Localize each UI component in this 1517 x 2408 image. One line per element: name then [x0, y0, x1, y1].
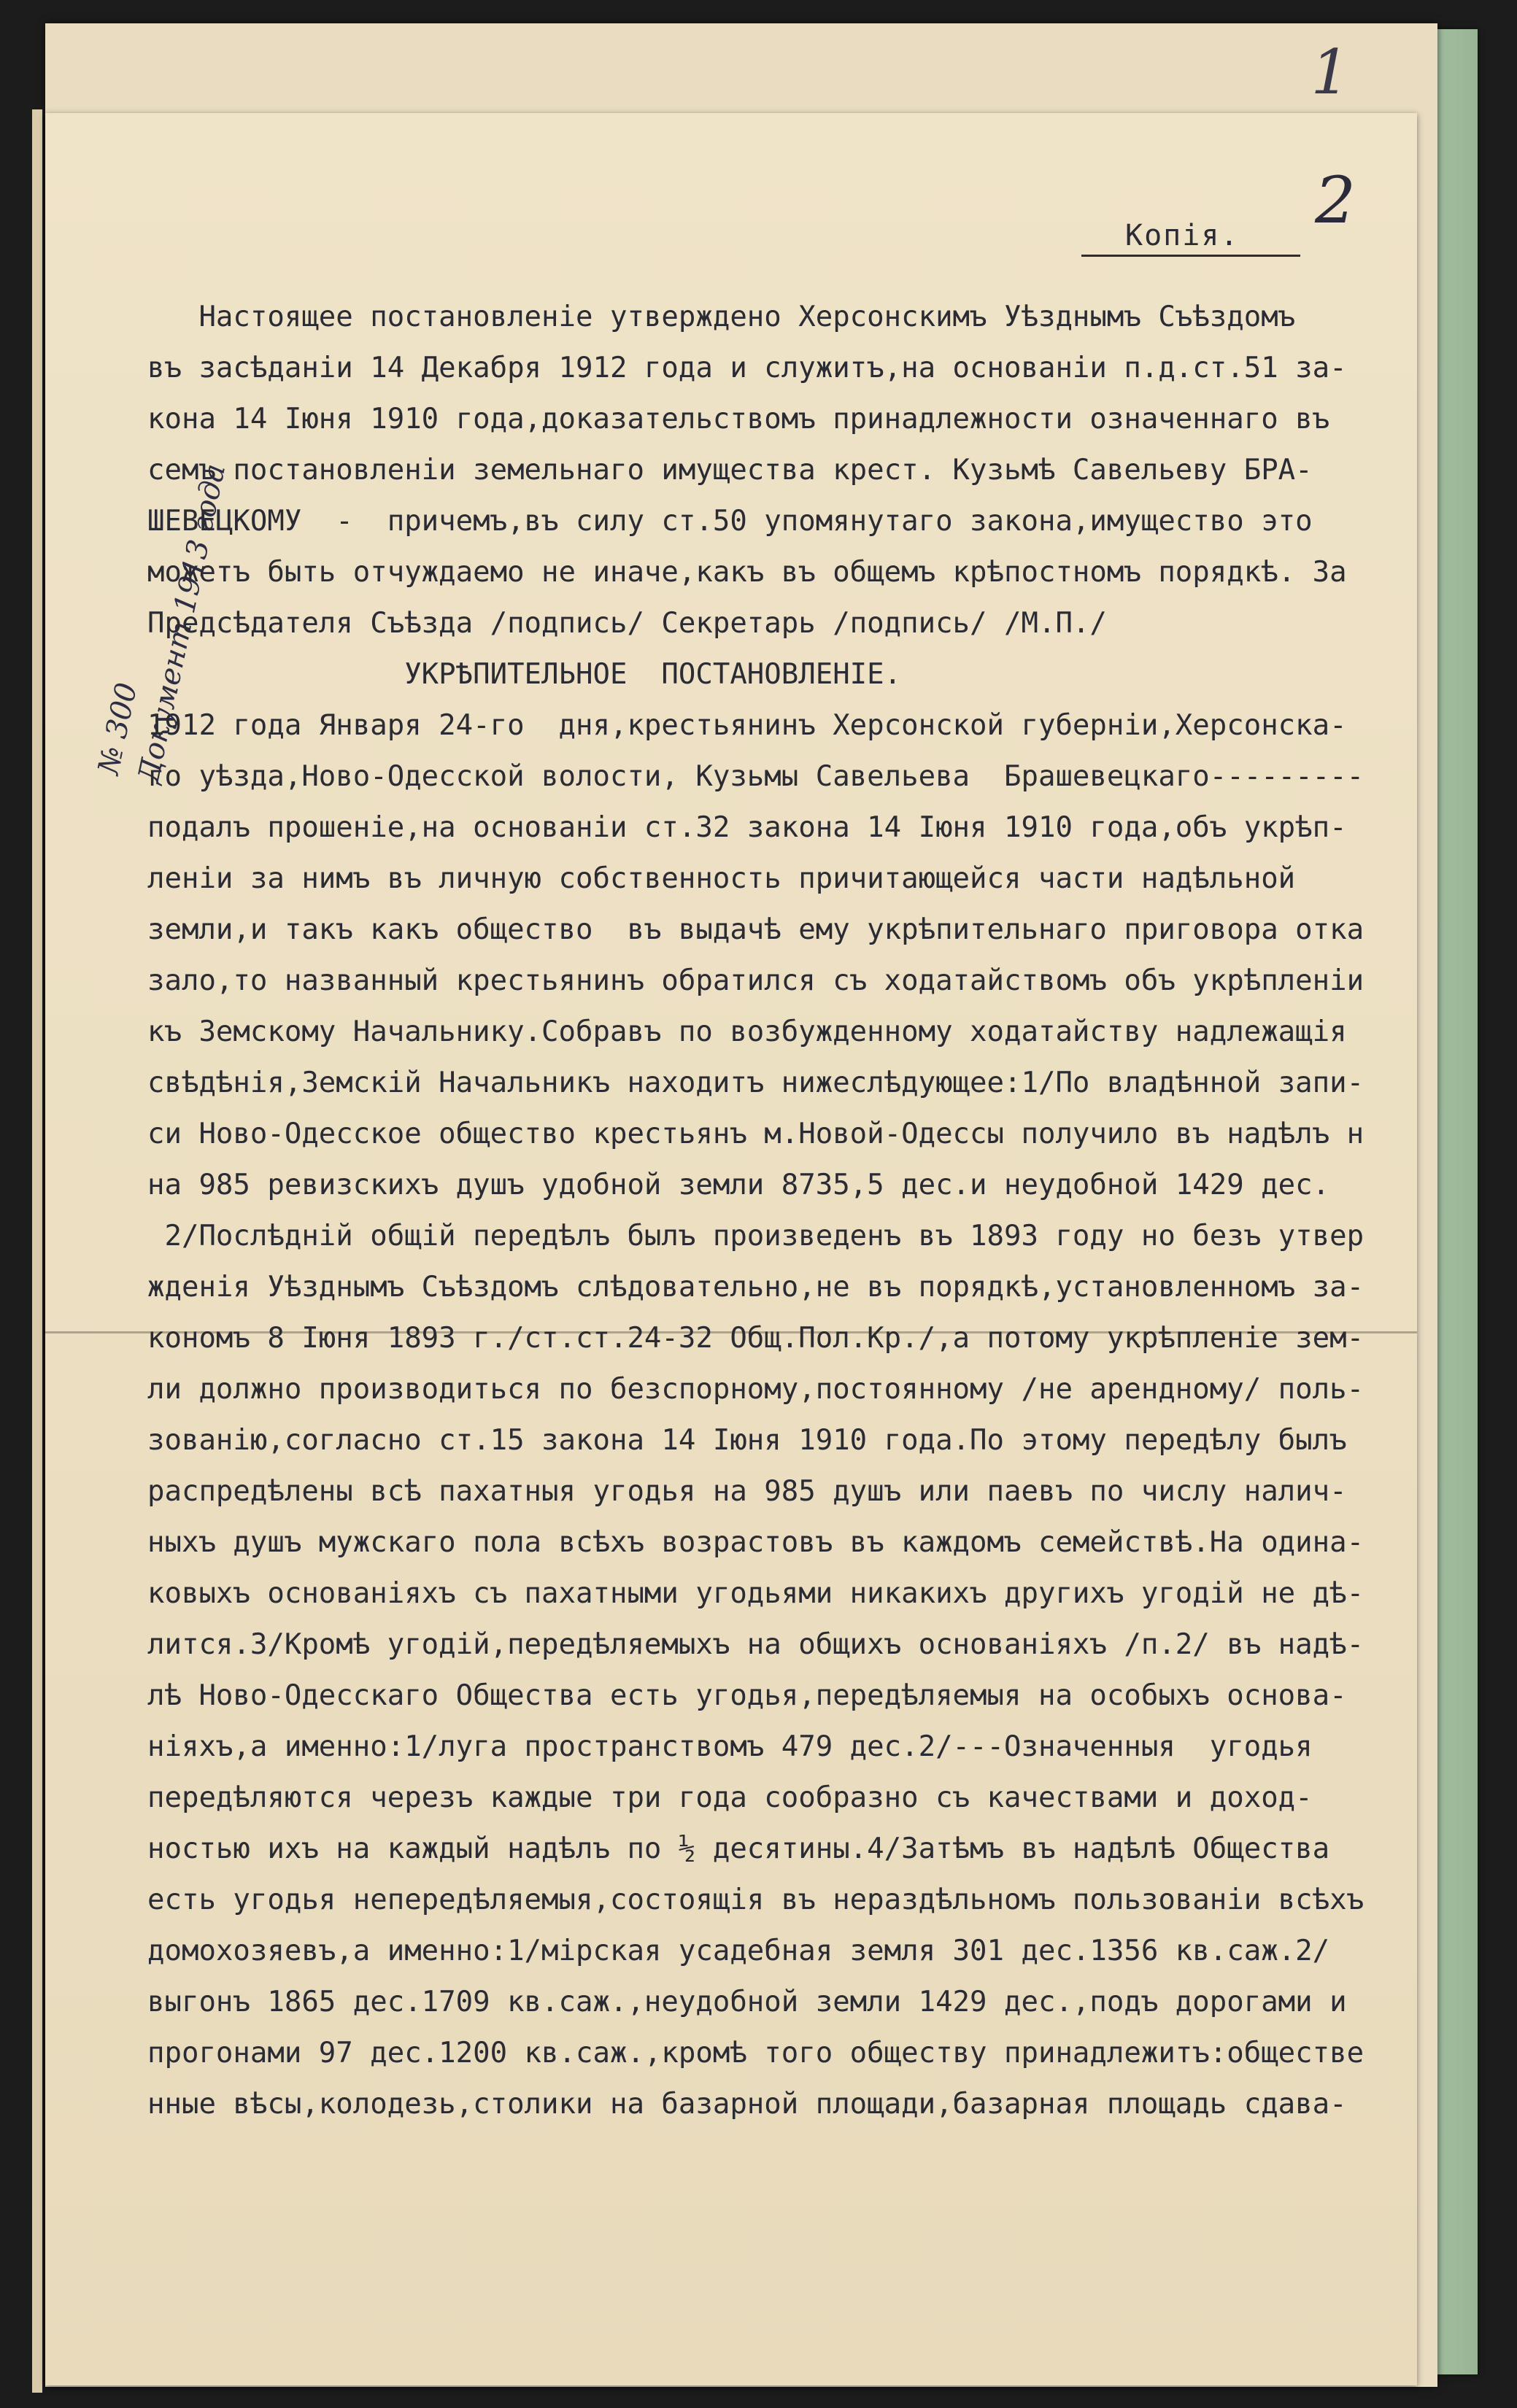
text-line: свѣдѣнія,Земскій Начальникъ находитъ нижеслѣдующее:1/По владѣнной запи-	[147, 1066, 1364, 1099]
text-line: Настоящее постановленіе утверждено Херсонскимъ Уѣзднымъ Съѣздомъ	[147, 301, 1296, 333]
text-line: ли должно производиться по безспорному,постоянному /не арендному/ поль-	[147, 1373, 1364, 1406]
document-title: Копія.	[1125, 219, 1240, 252]
text-line: есть угодья непередѣляемыя,состоящія въ нераздѣльномъ пользованіи всѣхъ	[147, 1884, 1364, 1916]
text-line: можетъ быть отчуждаемо не иначе,какъ въ общемъ крѣпостномъ порядкѣ. За	[147, 556, 1347, 589]
text-line: кономъ 8 Іюня 1893 г./ст.ст.24-32 Общ.Пол.Кр./,а потому укрѣпленіе зем-	[147, 1322, 1364, 1355]
text-line: зало,то названный крестьянинъ обратился съ ходатайствомъ объ укрѣпленіи	[147, 964, 1364, 997]
text-line: нные вѣсы,колодезь,столики на базарной площади,базарная площадь сдава-	[147, 2088, 1347, 2121]
text-line: передѣляются черезъ каждые три года сообразно съ качествами и доход-	[147, 1781, 1313, 1814]
text-line: ностью ихъ на каждый надѣлъ по ½ десятины.4/Затѣмъ въ надѣлѣ Общества	[147, 1832, 1330, 1865]
text-line: подалъ прошеніе,на основаніи ст.32 закона 14 Іюня 1910 года,объ укрѣп-	[147, 811, 1347, 844]
text-line: распредѣлены всѣ пахатныя угодья на 985 душъ или паевъ по числу налич-	[147, 1475, 1347, 1508]
title-underline	[1081, 255, 1300, 257]
margin-note-line: № 300	[91, 679, 144, 778]
text-line: прогонами 97 дес.1200 кв.саж.,кромѣ того обществу принадлежитъ:обществе	[147, 2037, 1364, 2070]
text-line: лится.3/Кромѣ угодій,передѣляемыхъ на общихъ основаніяхъ /п.2/ въ надѣ-	[147, 1628, 1364, 1661]
folio-number: 2	[1315, 163, 1356, 238]
text-line: си Ново-Одесское общество крестьянъ м.Новой-Одессы получило въ надѣлъ н	[147, 1118, 1364, 1150]
text-line: лѣ Ново-Одесскаго Общества есть угодья,передѣляемыя на особыхъ основа-	[147, 1679, 1347, 1712]
margin-note-line: Документ 1913 года	[131, 460, 233, 786]
text-line: леніи за нимъ въ личную собственность причитающейся части надѣльной	[147, 862, 1296, 895]
text-line: кона 14 Іюня 1910 года,доказательствомъ принадлежности означеннаго въ	[147, 403, 1330, 435]
text-line: ніяхъ,а именно:1/луга пространствомъ 479 дес.2/---Означенныя угодья	[147, 1730, 1313, 1763]
under-sheet-number: 1	[1311, 36, 1350, 108]
text-line: семъ постановленіи земельнаго имущества крест. Кузьмѣ Савельеву БРА-	[147, 454, 1313, 487]
text-line: ШЕВЕЦКОМУ - причемъ,въ силу ст.50 упомянутаго закона,имущество это	[147, 505, 1313, 538]
text-line: на 985 ревизскихъ душъ удобной земли 8735,5 дес.и неудобной 1429 дес.	[147, 1169, 1330, 1201]
text-line: 2/Послѣдній общій передѣлъ былъ произведенъ въ 1893 году но безъ утвер	[147, 1220, 1364, 1253]
text-line: Предсѣдателя Съѣзда /подпись/ Секретарь /подпись/ /М.П./	[147, 607, 1107, 640]
text-line: ковыхъ основаніяхъ съ пахатными угодьями никакихъ другихъ угодій не дѣ-	[147, 1577, 1364, 1610]
text-line: го уѣзда,Ново-Одесской волости, Кузьмы Савельева Брашевецкаго---------	[147, 760, 1364, 793]
text-line: домохозяевъ,а именно:1/мірская усадебная земля 301 дес.1356 кв.саж.2/	[147, 1935, 1330, 1967]
text-line: УКРѢПИТЕЛЬНОЕ ПОСТАНОВЛЕНІЕ.	[147, 658, 902, 691]
text-line: выгонъ 1865 дес.1709 кв.саж.,неудобной земли 1429 дес.,подъ дорогами и	[147, 1986, 1347, 2018]
text-line: 1912 года Января 24-го дня,крестьянинъ Херсонской губерніи,Херсонска-	[147, 709, 1347, 742]
text-line: жденія Уѣзднымъ Съѣздомъ слѣдовательно,не въ порядкѣ,установленномъ за-	[147, 1271, 1364, 1304]
text-line: ныхъ душъ мужскаго пола всѣхъ возрастовъ въ каждомъ семействѣ.На одина-	[147, 1526, 1364, 1559]
document-body	[147, 292, 1388, 2130]
binding-strip	[32, 109, 42, 2393]
document-page	[45, 113, 1417, 2385]
text-line: къ Земскому Начальнику.Собравъ по возбужденному ходатайству надлежащія	[147, 1015, 1347, 1048]
text-line: земли,и такъ какъ общество въ выдачѣ ему укрѣпительнаго приговора отка	[147, 913, 1364, 946]
text-line: зованію,согласно ст.15 закона 14 Іюня 1910 года.По этому передѣлу былъ	[147, 1424, 1347, 1457]
text-line: въ засѣданіи 14 Декабря 1912 года и служитъ,на основаніи п.д.ст.51 за-	[147, 352, 1347, 384]
